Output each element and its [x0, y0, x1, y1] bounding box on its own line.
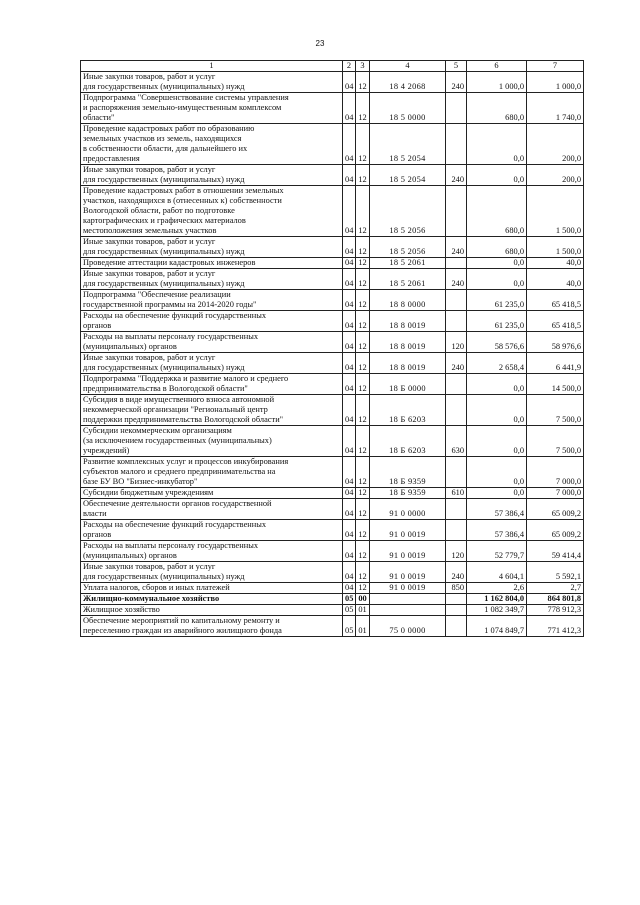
row-target-code: 18 8 0019	[370, 353, 446, 374]
row-expense-type-code	[446, 374, 467, 395]
table-body	[81, 72, 584, 637]
row-section-code: 04	[343, 457, 356, 488]
row-amount-1: 0,0	[467, 258, 527, 269]
row-subsection-code: 12	[356, 374, 370, 395]
row-target-code: 18 Б 6203	[370, 426, 446, 457]
row-section-code: 04	[343, 311, 356, 332]
row-expense-type-code	[446, 395, 467, 426]
row-expense-type-code: 240	[446, 165, 467, 186]
row-section-code: 04	[343, 93, 356, 124]
row-amount-1: 680,0	[467, 93, 527, 124]
row-target-code: 18 5 2054	[370, 124, 446, 165]
table-row	[81, 124, 584, 165]
row-subsection-code: 12	[356, 353, 370, 374]
row-target-code: 18 5 2056	[370, 237, 446, 258]
table-row	[81, 269, 584, 290]
row-amount-2: 40,0	[527, 269, 584, 290]
row-subsection-code: 12	[356, 332, 370, 353]
row-amount-2: 5 592,1	[527, 562, 584, 583]
row-expense-type-code	[446, 258, 467, 269]
row-expense-type-code	[446, 186, 467, 237]
row-amount-1: 57 386,4	[467, 499, 527, 520]
row-subsection-code: 12	[356, 520, 370, 541]
row-target-code: 18 5 2054	[370, 165, 446, 186]
row-amount-2: 1 500,0	[527, 186, 584, 237]
row-amount-1: 4 604,1	[467, 562, 527, 583]
row-target-code: 75 0 0000	[370, 616, 446, 637]
row-expense-type-code	[446, 616, 467, 637]
row-expense-type-code: 850	[446, 583, 467, 594]
row-subsection-code: 12	[356, 93, 370, 124]
row-subsection-code: 12	[356, 562, 370, 583]
row-subsection-code: 12	[356, 269, 370, 290]
row-name: Жилищное хозяйство	[81, 605, 343, 616]
row-section-code: 04	[343, 395, 356, 426]
row-amount-2: 6 441,9	[527, 353, 584, 374]
table-row	[81, 616, 584, 637]
row-subsection-code: 12	[356, 583, 370, 594]
page-number: 23	[315, 39, 325, 48]
table-row	[81, 374, 584, 395]
row-amount-2: 65 418,5	[527, 290, 584, 311]
row-section-code: 04	[343, 562, 356, 583]
row-amount-2: 59 414,4	[527, 541, 584, 562]
row-name: Иные закупки товаров, работ и услуг для государственных (муниципальных) нужд	[81, 269, 343, 290]
row-name: Иные закупки товаров, работ и услуг для государственных (муниципальных) нужд	[81, 165, 343, 186]
row-amount-2: 1 740,0	[527, 93, 584, 124]
column-header-subsection: 3	[356, 61, 370, 72]
row-subsection-code: 12	[356, 311, 370, 332]
row-section-code: 04	[343, 290, 356, 311]
table-row	[81, 237, 584, 258]
row-target-code: 18 Б 9359	[370, 457, 446, 488]
row-amount-2: 778 912,3	[527, 605, 584, 616]
row-amount-1: 1 000,0	[467, 72, 527, 93]
row-expense-type-code: 240	[446, 237, 467, 258]
row-name: Иные закупки товаров, работ и услуг для государственных (муниципальных) нужд	[81, 72, 343, 93]
row-amount-1: 61 235,0	[467, 290, 527, 311]
row-amount-1: 0,0	[467, 395, 527, 426]
table-row	[81, 520, 584, 541]
row-amount-2: 14 500,0	[527, 374, 584, 395]
row-amount-2: 7 000,0	[527, 488, 584, 499]
row-name: Подпрограмма "Совершенствование системы управления и распоряжения земельно-имущественным комплексом области"	[81, 93, 343, 124]
table-row	[81, 258, 584, 269]
table-row	[81, 395, 584, 426]
row-name: Проведение кадастровых работ в отношении земельных участков, находящихся в (отнесенных к) собственности Вологодской области, работ по подготовке картографических и графических материалов местоположения земельных участков	[81, 186, 343, 237]
column-header-section: 2	[343, 61, 356, 72]
table-row	[81, 594, 584, 605]
row-section-code: 05	[343, 594, 356, 605]
row-section-code: 04	[343, 258, 356, 269]
table-row	[81, 290, 584, 311]
table-row	[81, 488, 584, 499]
row-amount-2: 7 500,0	[527, 395, 584, 426]
row-subsection-code: 00	[356, 594, 370, 605]
row-section-code: 04	[343, 499, 356, 520]
row-amount-1: 1 162 804,0	[467, 594, 527, 605]
row-target-code: 91 0 0019	[370, 541, 446, 562]
row-subsection-code: 12	[356, 237, 370, 258]
row-subsection-code: 12	[356, 290, 370, 311]
row-subsection-code: 12	[356, 72, 370, 93]
row-target-code: 18 5 0000	[370, 93, 446, 124]
row-target-code: 91 0 0019	[370, 520, 446, 541]
row-target-code: 18 5 2061	[370, 269, 446, 290]
row-name: Субсидии бюджетным учреждениям	[81, 488, 343, 499]
row-expense-type-code: 630	[446, 426, 467, 457]
row-subsection-code: 12	[356, 488, 370, 499]
row-amount-2: 200,0	[527, 165, 584, 186]
row-amount-2: 771 412,3	[527, 616, 584, 637]
column-header-amount-2: 7	[527, 61, 584, 72]
row-section-code: 04	[343, 353, 356, 374]
row-amount-1: 57 386,4	[467, 520, 527, 541]
row-target-code: 18 5 2061	[370, 258, 446, 269]
row-amount-2: 200,0	[527, 124, 584, 165]
row-amount-1: 2 658,4	[467, 353, 527, 374]
row-name: Подпрограмма "Поддержка и развитие малого и среднего предпринимательства в Вологодской области"	[81, 374, 343, 395]
row-name: Уплата налогов, сборов и иных платежей	[81, 583, 343, 594]
row-name: Иные закупки товаров, работ и услуг для государственных (муниципальных) нужд	[81, 237, 343, 258]
table-row	[81, 457, 584, 488]
row-expense-type-code: 240	[446, 562, 467, 583]
row-subsection-code: 12	[356, 457, 370, 488]
table-row	[81, 499, 584, 520]
row-target-code: 18 5 2056	[370, 186, 446, 237]
row-section-code: 04	[343, 165, 356, 186]
table-row	[81, 93, 584, 124]
row-amount-1: 1 074 849,7	[467, 616, 527, 637]
row-name: Обеспечение мероприятий по капитальному ремонту и переселению граждан из аварийного жилищного фонда	[81, 616, 343, 637]
row-amount-1: 58 576,6	[467, 332, 527, 353]
row-name: Иные закупки товаров, работ и услуг для государственных (муниципальных) нужд	[81, 353, 343, 374]
table-header-row	[81, 61, 584, 72]
row-expense-type-code	[446, 290, 467, 311]
column-header-target: 4	[370, 61, 446, 72]
row-target-code: 18 8 0000	[370, 290, 446, 311]
table-row	[81, 72, 584, 93]
table-row	[81, 426, 584, 457]
row-amount-1: 0,0	[467, 426, 527, 457]
table-row	[81, 186, 584, 237]
row-amount-1: 61 235,0	[467, 311, 527, 332]
row-expense-type-code	[446, 520, 467, 541]
row-expense-type-code: 240	[446, 269, 467, 290]
row-amount-1: 52 779,7	[467, 541, 527, 562]
table-row	[81, 353, 584, 374]
row-name: Жилищно-коммунальное хозяйство	[81, 594, 343, 605]
table-row	[81, 165, 584, 186]
row-target-code: 18 Б 6203	[370, 395, 446, 426]
row-name: Иные закупки товаров, работ и услуг для государственных (муниципальных) нужд	[81, 562, 343, 583]
row-name: Субсидия в виде имущественного взноса автономной некоммерческой организации "Региональный центр поддержки предпринимательства Вологодской области"	[81, 395, 343, 426]
row-section-code: 04	[343, 237, 356, 258]
row-amount-1: 0,0	[467, 488, 527, 499]
row-name: Расходы на выплаты персоналу государственных (муниципальных) органов	[81, 332, 343, 353]
row-expense-type-code	[446, 311, 467, 332]
row-amount-2: 2,7	[527, 583, 584, 594]
row-amount-1: 0,0	[467, 457, 527, 488]
row-target-code	[370, 605, 446, 616]
row-name: Подпрограмма "Обеспечение реализации государственной программы на 2014-2020 годы"	[81, 290, 343, 311]
row-target-code: 91 0 0019	[370, 583, 446, 594]
row-section-code: 04	[343, 72, 356, 93]
row-expense-type-code: 240	[446, 72, 467, 93]
row-name: Расходы на обеспечение функций государственных органов	[81, 520, 343, 541]
table-row	[81, 583, 584, 594]
row-section-code: 04	[343, 520, 356, 541]
row-target-code: 18 8 0019	[370, 311, 446, 332]
row-section-code: 04	[343, 186, 356, 237]
row-section-code: 05	[343, 616, 356, 637]
row-name: Субсидии некоммерческим организациям (за исключением государственных (муниципальных) учреждений)	[81, 426, 343, 457]
row-name: Расходы на выплаты персоналу государственных (муниципальных) органов	[81, 541, 343, 562]
budget-table	[80, 60, 584, 637]
row-amount-2: 65 009,2	[527, 520, 584, 541]
row-name: Проведение аттестации кадастровых инженеров	[81, 258, 343, 269]
row-amount-2: 1 000,0	[527, 72, 584, 93]
row-section-code: 04	[343, 374, 356, 395]
row-amount-1: 1 082 349,7	[467, 605, 527, 616]
table-row	[81, 541, 584, 562]
row-target-code: 18 4 2068	[370, 72, 446, 93]
row-subsection-code: 01	[356, 605, 370, 616]
row-amount-2: 58 976,6	[527, 332, 584, 353]
column-header-amount-1: 6	[467, 61, 527, 72]
row-subsection-code: 01	[356, 616, 370, 637]
row-section-code: 05	[343, 605, 356, 616]
row-target-code: 91 0 0000	[370, 499, 446, 520]
row-target-code: 18 8 0019	[370, 332, 446, 353]
row-amount-2: 1 500,0	[527, 237, 584, 258]
row-expense-type-code: 120	[446, 541, 467, 562]
row-amount-2: 7 500,0	[527, 426, 584, 457]
row-subsection-code: 12	[356, 186, 370, 237]
row-expense-type-code	[446, 499, 467, 520]
row-subsection-code: 12	[356, 541, 370, 562]
row-section-code: 04	[343, 488, 356, 499]
row-section-code: 04	[343, 541, 356, 562]
row-name: Развитие комплексных услуг и процессов инкубирования субъектов малого и среднего предпринимательства на базе БУ ВО "Бизнес-инкубатор"	[81, 457, 343, 488]
table-row	[81, 562, 584, 583]
row-amount-1: 0,0	[467, 124, 527, 165]
row-name: Обеспечение деятельности органов государственной власти	[81, 499, 343, 520]
row-amount-1: 0,0	[467, 374, 527, 395]
row-expense-type-code	[446, 457, 467, 488]
row-name: Расходы на обеспечение функций государственных органов	[81, 311, 343, 332]
table-row	[81, 332, 584, 353]
row-expense-type-code: 240	[446, 353, 467, 374]
row-target-code: 18 Б 9359	[370, 488, 446, 499]
row-name: Проведение кадастровых работ по образованию земельных участков из земель, находящихся в собственности области, для дальнейшего их предоставления	[81, 124, 343, 165]
row-expense-type-code	[446, 124, 467, 165]
row-target-code	[370, 594, 446, 605]
row-amount-1: 680,0	[467, 186, 527, 237]
row-subsection-code: 12	[356, 499, 370, 520]
row-subsection-code: 12	[356, 426, 370, 457]
row-subsection-code: 12	[356, 258, 370, 269]
row-subsection-code: 12	[356, 165, 370, 186]
row-expense-type-code	[446, 605, 467, 616]
row-section-code: 04	[343, 269, 356, 290]
row-amount-2: 7 000,0	[527, 457, 584, 488]
row-subsection-code: 12	[356, 395, 370, 426]
row-section-code: 04	[343, 332, 356, 353]
row-expense-type-code: 120	[446, 332, 467, 353]
row-amount-2: 864 801,8	[527, 594, 584, 605]
row-section-code: 04	[343, 426, 356, 457]
column-header-expense-type: 5	[446, 61, 467, 72]
row-amount-2: 40,0	[527, 258, 584, 269]
row-expense-type-code	[446, 594, 467, 605]
row-section-code: 04	[343, 124, 356, 165]
row-subsection-code: 12	[356, 124, 370, 165]
row-expense-type-code	[446, 93, 467, 124]
row-amount-1: 680,0	[467, 237, 527, 258]
row-amount-2: 65 418,5	[527, 311, 584, 332]
row-target-code: 18 Б 0000	[370, 374, 446, 395]
row-target-code: 91 0 0019	[370, 562, 446, 583]
row-amount-1: 2,6	[467, 583, 527, 594]
row-expense-type-code: 610	[446, 488, 467, 499]
row-section-code: 04	[343, 583, 356, 594]
table-row	[81, 605, 584, 616]
column-header-name: 1	[81, 61, 343, 72]
table-row	[81, 311, 584, 332]
row-amount-2: 65 009,2	[527, 499, 584, 520]
row-amount-1: 0,0	[467, 269, 527, 290]
row-amount-1: 0,0	[467, 165, 527, 186]
